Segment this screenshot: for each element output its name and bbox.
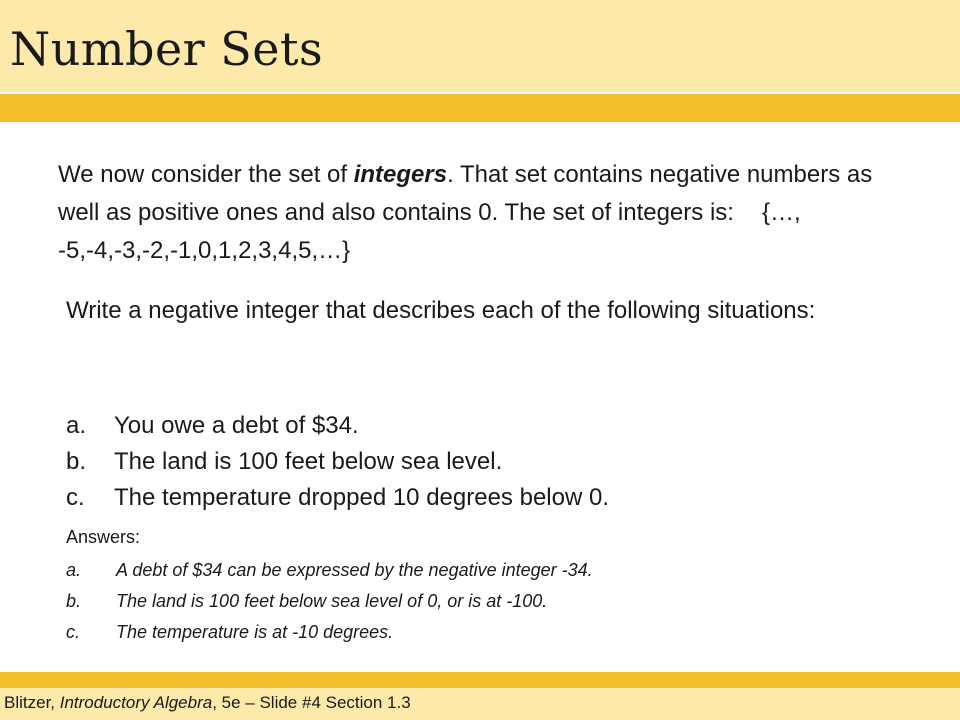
answer-text: A debt of $34 can be expressed by the negative integer -34. <box>116 560 593 580</box>
situation-item <box>66 444 906 480</box>
question-prompt: Write a negative integer that describes each of the following situations: <box>66 297 816 324</box>
situation-item <box>66 480 906 516</box>
answers-list <box>66 555 906 648</box>
situation-text: The temperature dropped 10 degrees below 0. <box>114 484 609 511</box>
footer-author: Blitzer, <box>4 693 60 712</box>
top-accent-bar <box>0 94 960 122</box>
answer-text: The temperature is at -10 degrees. <box>116 622 394 642</box>
footer-book-title: Introductory Algebra <box>59 693 213 712</box>
footer-slide-info: , 5e – Slide #4 Section 1.3 <box>212 693 411 712</box>
list-marker: b. <box>66 591 82 611</box>
footer-band <box>0 688 960 720</box>
situation-item <box>66 408 906 444</box>
answer-item <box>66 555 906 586</box>
list-marker: b. <box>66 448 87 475</box>
list-marker: a. <box>66 560 82 580</box>
situation-text: The land is 100 feet below sea level. <box>114 448 503 475</box>
situation-text: You owe a debt of $34. <box>114 412 359 439</box>
answers-label: Answers: <box>66 527 141 547</box>
intro-text-start: We now consider the set of <box>58 161 354 188</box>
slide-title: Number Sets <box>10 22 324 76</box>
answer-text: The land is 100 feet below sea level of 0, or is at -100. <box>116 591 548 611</box>
situations-list <box>66 408 906 516</box>
answer-item <box>66 586 906 617</box>
intro-paragraph <box>58 156 918 270</box>
list-marker: a. <box>66 412 87 439</box>
answer-item <box>66 617 906 648</box>
integers-term: integers <box>353 161 448 188</box>
footer-citation <box>4 693 411 713</box>
list-marker: c. <box>66 622 81 642</box>
bottom-accent-bar <box>0 672 960 688</box>
integer-set: {…, -5,-4,-3,-2,-1,0,1,2,3,4,5,…} <box>58 199 801 264</box>
title-band <box>0 0 960 92</box>
intro-text-end: . That set contains negative numbers as well as positive ones and also contains 0. The set of integers is: <box>58 161 873 226</box>
list-marker: c. <box>66 484 85 511</box>
